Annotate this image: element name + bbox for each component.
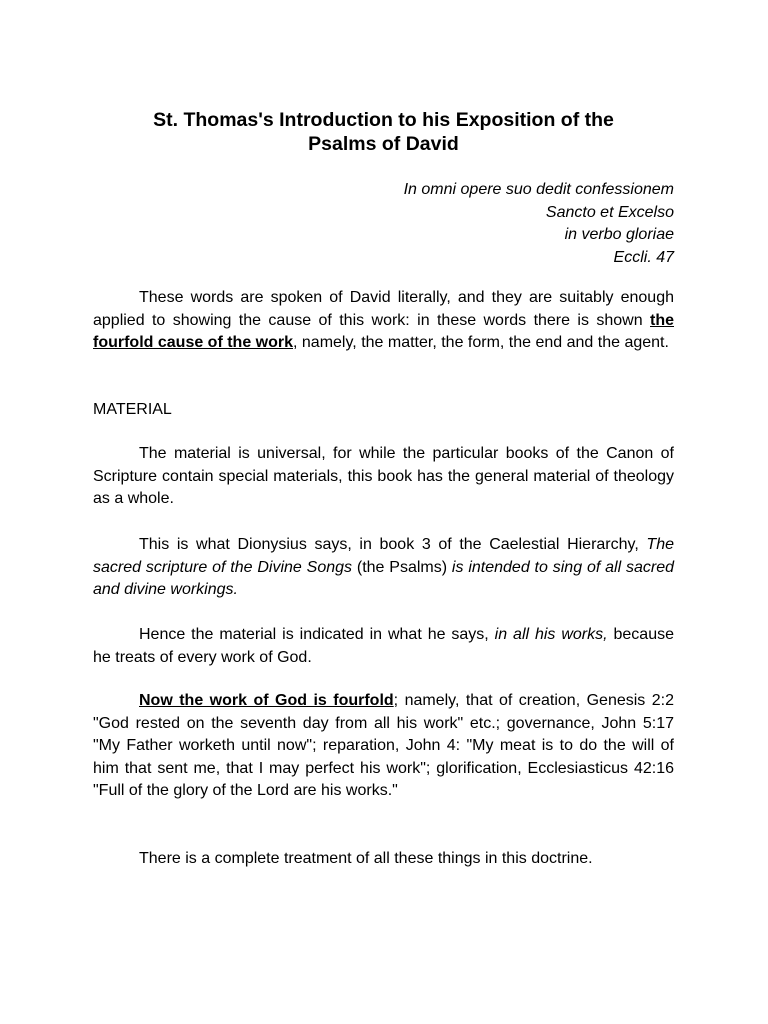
italic-quote: The sacred scripture of the Divine Songs bbox=[93, 536, 674, 576]
epigraph bbox=[93, 179, 674, 269]
emphasis-work-of-god: Now the work of God is fourfold bbox=[139, 692, 394, 709]
epigraph-citation: Eccli. 47 bbox=[613, 248, 674, 266]
paragraph-fourfold-work bbox=[93, 690, 674, 803]
document-title bbox=[93, 108, 674, 156]
epigraph-line: In omni opere suo dedit confessionem bbox=[403, 181, 674, 198]
paragraph-text: Hence the material is indicated in what he says, bbox=[139, 626, 495, 643]
paragraph-material: The material is universal, for while the particular books of the Canon of Scripture contain special materials, this book has the general material of theology as a whole. bbox=[93, 445, 674, 507]
paragraph-text: These words are spoken of David literally, and they are suitably enough applied to showing the cause of this work: in these words there is shown bbox=[93, 289, 674, 329]
paragraph-intro bbox=[93, 287, 674, 355]
section-heading-material: MATERIAL bbox=[93, 401, 172, 418]
paragraph-text: This is what Dionysius says, in book 3 of the Caelestial Hierarchy, bbox=[139, 536, 647, 553]
emphasis-fourfold-cause: the fourfold cause of the work bbox=[93, 311, 674, 351]
title-line-1: St. Thomas's Introduction to his Exposition of the bbox=[153, 109, 614, 131]
italic-quote: in all his works, bbox=[494, 626, 608, 643]
paragraph-all-works bbox=[93, 624, 674, 669]
italic-quote: is intended to sing of all sacred and divine workings. bbox=[93, 558, 675, 598]
paragraph-text: (the Psalms) bbox=[352, 558, 452, 576]
paragraph-text: ; namely, that of creation, Genesis 2:2 "God rested on the seventh day from all his work" etc.; governance, John 5:17 "My Father worketh until now"; reparation, John 4: "My meat is to do the will of him that sent me, that I may perfect his work"; glorification, Ecclesiasticus 42:16 "Full of the glory of the Lord are his works." bbox=[93, 692, 674, 799]
paragraph-dionysius bbox=[93, 534, 674, 602]
title-line-2: Psalms of David bbox=[308, 133, 459, 155]
epigraph-line: Sancto et Excelso bbox=[545, 203, 674, 221]
paragraph-text: because he treats of every work of God. bbox=[93, 626, 674, 666]
paragraph-text: , namely, the matter, the form, the end and the agent. bbox=[293, 334, 669, 351]
epigraph-line: in verbo gloriae bbox=[564, 226, 674, 243]
paragraph-complete-treatment: There is a complete treatment of all these things in this doctrine. bbox=[139, 850, 593, 867]
